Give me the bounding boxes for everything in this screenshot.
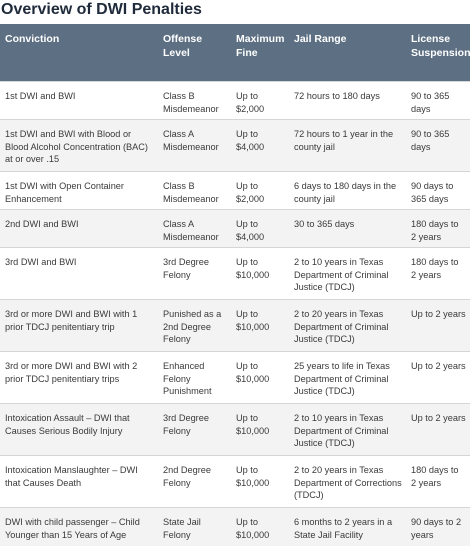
cell-offense-level: 3rd Degree Felony xyxy=(158,248,231,300)
cell-maximum-fine: Up to $4,000 xyxy=(231,120,289,172)
cell-maximum-fine: Up to $10,000 xyxy=(231,248,289,300)
page-title: Overview of DWI Penalties xyxy=(1,1,202,18)
penalties-table xyxy=(0,24,470,546)
cell-license-suspension: 180 days to 2 years xyxy=(406,456,470,508)
cell-maximum-fine: Up to $10,000 xyxy=(231,456,289,508)
table-row xyxy=(0,82,470,120)
cell-jail-range: 72 hours to 180 days xyxy=(289,82,406,120)
cell-conviction: DWI with child passenger – Child Younger than 15 Years of Age xyxy=(0,508,158,546)
cell-conviction: 3rd DWI and BWI xyxy=(0,248,158,300)
cell-conviction: Intoxication Assault – DWI that Causes Serious Bodily Injury xyxy=(0,404,158,456)
table-row xyxy=(0,300,470,352)
cell-offense-level: State Jail Felony xyxy=(158,508,231,546)
cell-offense-level: Punished as a 2nd Degree Felony xyxy=(158,300,231,352)
cell-conviction: 3rd or more DWI and BWI with 2 prior TDCJ penitentiary trips xyxy=(0,352,158,404)
cell-jail-range: 2 to 20 years in Texas Department of Corrections (TDCJ) xyxy=(289,456,406,508)
header-row xyxy=(0,24,470,82)
cell-license-suspension: Up to 2 years xyxy=(406,352,470,404)
header-license-suspension: License Suspension xyxy=(406,24,470,82)
cell-jail-range: 2 to 20 years in Texas Department of Criminal Justice (TDCJ) xyxy=(289,300,406,352)
cell-jail-range: 6 months to 2 years in a State Jail Facility xyxy=(289,508,406,546)
table-row xyxy=(0,120,470,172)
cell-license-suspension: 180 days to 2 years xyxy=(406,248,470,300)
cell-maximum-fine: Up to $2,000 xyxy=(231,82,289,120)
cell-conviction: 2nd DWI and BWI xyxy=(0,210,158,248)
cell-maximum-fine: Up to $2,000 xyxy=(231,172,289,210)
table-body xyxy=(0,82,470,546)
cell-conviction: 1st DWI and BWI with Blood or Blood Alcohol Concentration (BAC) at or over .15 xyxy=(0,120,158,172)
cell-jail-range: 25 years to life in Texas Department of Criminal Justice (TDCJ) xyxy=(289,352,406,404)
cell-maximum-fine: Up to $10,000 xyxy=(231,404,289,456)
table-row xyxy=(0,508,470,546)
cell-license-suspension: Up to 2 years xyxy=(406,404,470,456)
header-conviction: Conviction xyxy=(0,24,158,82)
cell-license-suspension: 90 days to 365 days xyxy=(406,172,470,210)
cell-jail-range: 2 to 10 years in Texas Department of Criminal Justice (TDCJ) xyxy=(289,248,406,300)
header-jail-range: Jail Range xyxy=(289,24,406,82)
cell-license-suspension: 90 days to 2 years xyxy=(406,508,470,546)
table-row xyxy=(0,352,470,404)
cell-conviction: Intoxication Manslaughter – DWI that Causes Death xyxy=(0,456,158,508)
table-row xyxy=(0,172,470,210)
table-row xyxy=(0,248,470,300)
cell-offense-level: 3rd Degree Felony xyxy=(158,404,231,456)
cell-maximum-fine: Up to $4,000 xyxy=(231,210,289,248)
table-row xyxy=(0,456,470,508)
table-row xyxy=(0,210,470,248)
cell-offense-level: Class B Misdemeanor xyxy=(158,82,231,120)
cell-maximum-fine: Up to $10,000 xyxy=(231,508,289,546)
cell-conviction: 1st DWI and BWI xyxy=(0,82,158,120)
cell-license-suspension: Up to 2 years xyxy=(406,300,470,352)
cell-conviction: 1st DWI with Open Container Enhancement xyxy=(0,172,158,210)
cell-jail-range: 30 to 365 days xyxy=(289,210,406,248)
cell-license-suspension: 180 days to 2 years xyxy=(406,210,470,248)
cell-jail-range: 2 to 10 years in Texas Department of Criminal Justice (TDCJ) xyxy=(289,404,406,456)
cell-maximum-fine: Up to $10,000 xyxy=(231,352,289,404)
cell-offense-level: Class A Misdemeanor xyxy=(158,120,231,172)
table-row xyxy=(0,404,470,456)
cell-license-suspension: 90 to 365 days xyxy=(406,82,470,120)
cell-offense-level: Enhanced Felony Punishment xyxy=(158,352,231,404)
header-offense-level: Offense Level xyxy=(158,24,231,82)
table-header xyxy=(0,24,470,82)
cell-offense-level: Class A Misdemeanor xyxy=(158,210,231,248)
header-maximum-fine: Maximum Fine xyxy=(231,24,289,82)
cell-conviction: 3rd or more DWI and BWI with 1 prior TDCJ penitentiary trip xyxy=(0,300,158,352)
cell-license-suspension: 90 to 365 days xyxy=(406,120,470,172)
cell-offense-level: 2nd Degree Felony xyxy=(158,456,231,508)
cell-maximum-fine: Up to $10,000 xyxy=(231,300,289,352)
cell-jail-range: 72 hours to 1 year in the county jail xyxy=(289,120,406,172)
cell-jail-range: 6 days to 180 days in the county jail xyxy=(289,172,406,210)
cell-offense-level: Class B Misdemeanor xyxy=(158,172,231,210)
